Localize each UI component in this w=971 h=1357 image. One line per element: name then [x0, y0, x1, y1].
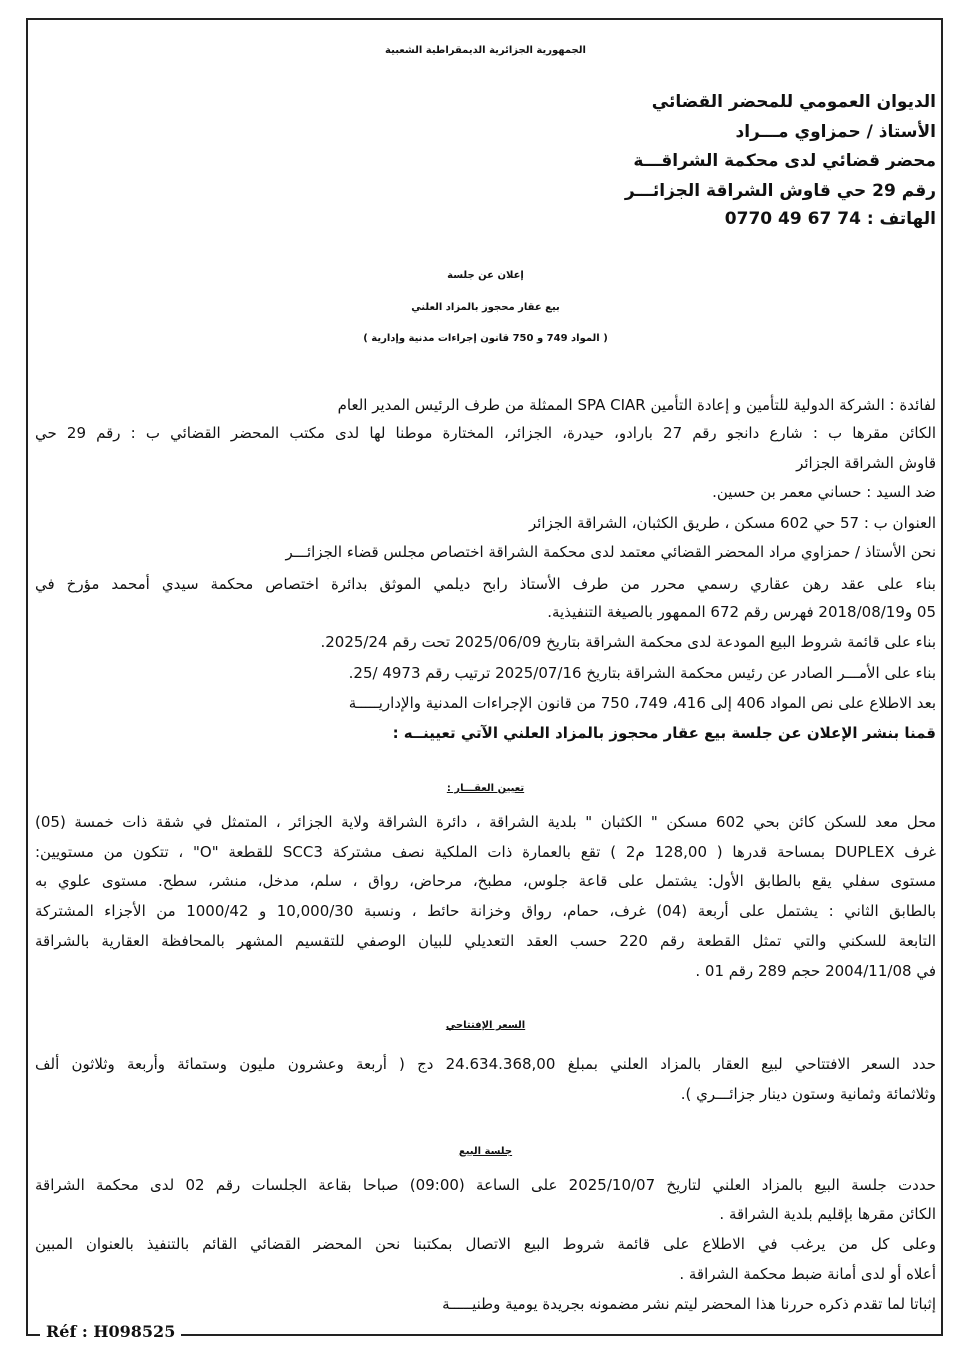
- beneficiary-address-cont: قاوش الشراقة الجزائر: [796, 454, 936, 472]
- articles-review-line: بعد الاطلاع على نص المواد 406 إلى 416، 749، 750 من قانون الإجراءات المدنية والإداريـــــة: [348, 694, 936, 712]
- mortgage-line-cont: 05 و2018/08/19 فهرس رقم 672 الممهور بالصيغة التنفيذية.: [547, 603, 936, 621]
- session-line: أعلاه أو لدى أمانة ضبط محكمة الشراقة .: [679, 1265, 936, 1283]
- court-order-line: بناء على الأمـــر الصادر عن رئيس محكمة الشراقة بتاريخ 2025/07/16 ترتيب رقم 4973 /25.: [348, 664, 936, 682]
- session-line: الكائن مقرها بإقليم بلدية الشراقة .: [719, 1205, 936, 1223]
- property-heading: تعيين العقـــار :: [446, 783, 525, 794]
- session-line: وعلى كل من يرغب في الاطلاع على قائمة شروط البيع الاتصال بمكتبنا نحن المحضر القضائي القائم بالتنفيذ بالعنوان المبين: [35, 1235, 936, 1253]
- property-line: التابعة للسكني والتي تمثل القطعة رقم 220 حسب العقد التعديلي للبيان الوصفي للتقسيم المشهر بالمحافظة العقارية بالشراقة: [35, 932, 936, 950]
- bailiff-name: الأستاذ / حمزاوي مـــراد: [735, 122, 936, 142]
- property-line: في 2004/11/08 حجم 289 رقم 01 .: [695, 962, 936, 980]
- republic-title: الجمهورية الجزائرية الديمقراطية الشعبية: [385, 45, 586, 56]
- publication-statement: قمنا بنشر الإعلان عن جلسة بيع عقار محجوز بالمزاد العلني الآتي تعيينــه :: [392, 724, 936, 742]
- price-line-cont: وثلاثمائة وثمانية وستون دينار جزائـــري ).: [680, 1085, 936, 1103]
- price-line: حدد السعر الافتتاحي لبيع العقار بالمزاد العلني بمبلغ 24.634.368,00 دج ( أربعة وعشرون مليون وستمائة وأربعة وثلاثون ألف: [35, 1055, 937, 1073]
- price-heading: السعر الإفتتاحي: [445, 1020, 526, 1031]
- bailiff-address: رقم 29 حي قاوش الشراقة الجزائـــر: [624, 181, 936, 201]
- bailiff-phone: الهاتف : 74 67 49 0770: [724, 209, 936, 229]
- bailiff-court: محضر قضائي لدى محكمة الشراقـــة: [633, 151, 936, 171]
- bailiff-statement: نحن الأستاذ / حمزاوي مراد المحضر القضائي معتمد لدى محكمة الشراقة اختصاص مجلس قضاء الجزائـــر: [285, 543, 936, 561]
- beneficiary-address-line: الكائن مقرها ب : شارع دانجو رقم 27 بارادو، حيدرة، الجزائر، المختارة موطنا لها لدى مكتب المحضر القضائي ب : رقم 29 حي: [35, 424, 936, 442]
- property-line: بالطابق الثاني : يشتمل على أربعة (04) غرف، حمام، رواق وخزانة حائط ، ونسبة 10,000/30 و 1000/42 من الأجزاء المشتركة: [35, 902, 937, 920]
- closing-statement: إثباتا لما تقدم ذكره حررنا هذا المحضر ليتم نشر مضمونه بجريدة يومية وطنيـــــة: [442, 1295, 936, 1313]
- announcement-subtitle: بيع عقار محجوز بالمزاد العلني: [411, 302, 560, 313]
- reference-number: Réf : H098525: [40, 1322, 181, 1341]
- session-heading: جلسة البيع: [458, 1146, 513, 1157]
- property-line: مستوى سفلي يقع بالطابق الأول: يشتمل على قاعة جلوس، مطبخ، مرحاض، رواق ، سلم، مدخل، منشر، سطح. مستوى علوي به: [35, 872, 936, 890]
- office-name: الديوان العمومي للمحضر القضائي: [651, 92, 936, 112]
- property-line: غرف DUPLEX بمساحة قدرها ( 128,00 م2 ) تقع بالعمارة ذات الملكية نصف مشتركة SCC3 للقطعة "O" ، تتكون من مستويين:: [35, 843, 936, 861]
- mortgage-line: بناء على عقد رهن عقاري رسمي محرر من طرف الأستاذ رابح ديلمي الموثق بدائرة اختصاص محكمة سيدي أمحمد مؤرخ في: [35, 575, 936, 593]
- announcement-articles: ( المواد 749 و 750 قانون إجراءات مدنية وإدارية ): [363, 333, 608, 344]
- debtor-line: ضد السيد : حساني معمر بن حسين.: [712, 483, 936, 501]
- beneficiary-line: لفائدة : الشركة الدولية للتأمين و إعادة التأمين SPA CIAR الممثلة من طرف الرئيس المدير العام: [337, 396, 936, 414]
- debtor-address-line: العنوان ب : 57 حي 602 مسكن ، طريق الكثبان، الشراقة الجزائر: [528, 514, 936, 532]
- property-line: محل معد للسكن كائن بحي 602 مسكن " الكثبان " بلدية الشراقة ، دائرة الشراقة ولاية الجزائر ، المتمثل في شقة ذات خمسة (05): [35, 813, 936, 831]
- announcement-title: إعلان عن جلسة: [447, 270, 524, 281]
- session-line: حددت جلسة البيع بالمزاد العلني لتاريخ 2025/10/07 على الساعة (09:00) صباحا بقاعة الجلسات رقم 02 لدى محكمة الشراقة: [35, 1176, 936, 1194]
- conditions-list-line: بناء على قائمة شروط البيع المودعة لدى محكمة الشراقة بتاريخ 2025/06/09 تحت رقم 2025/24.: [320, 633, 936, 651]
